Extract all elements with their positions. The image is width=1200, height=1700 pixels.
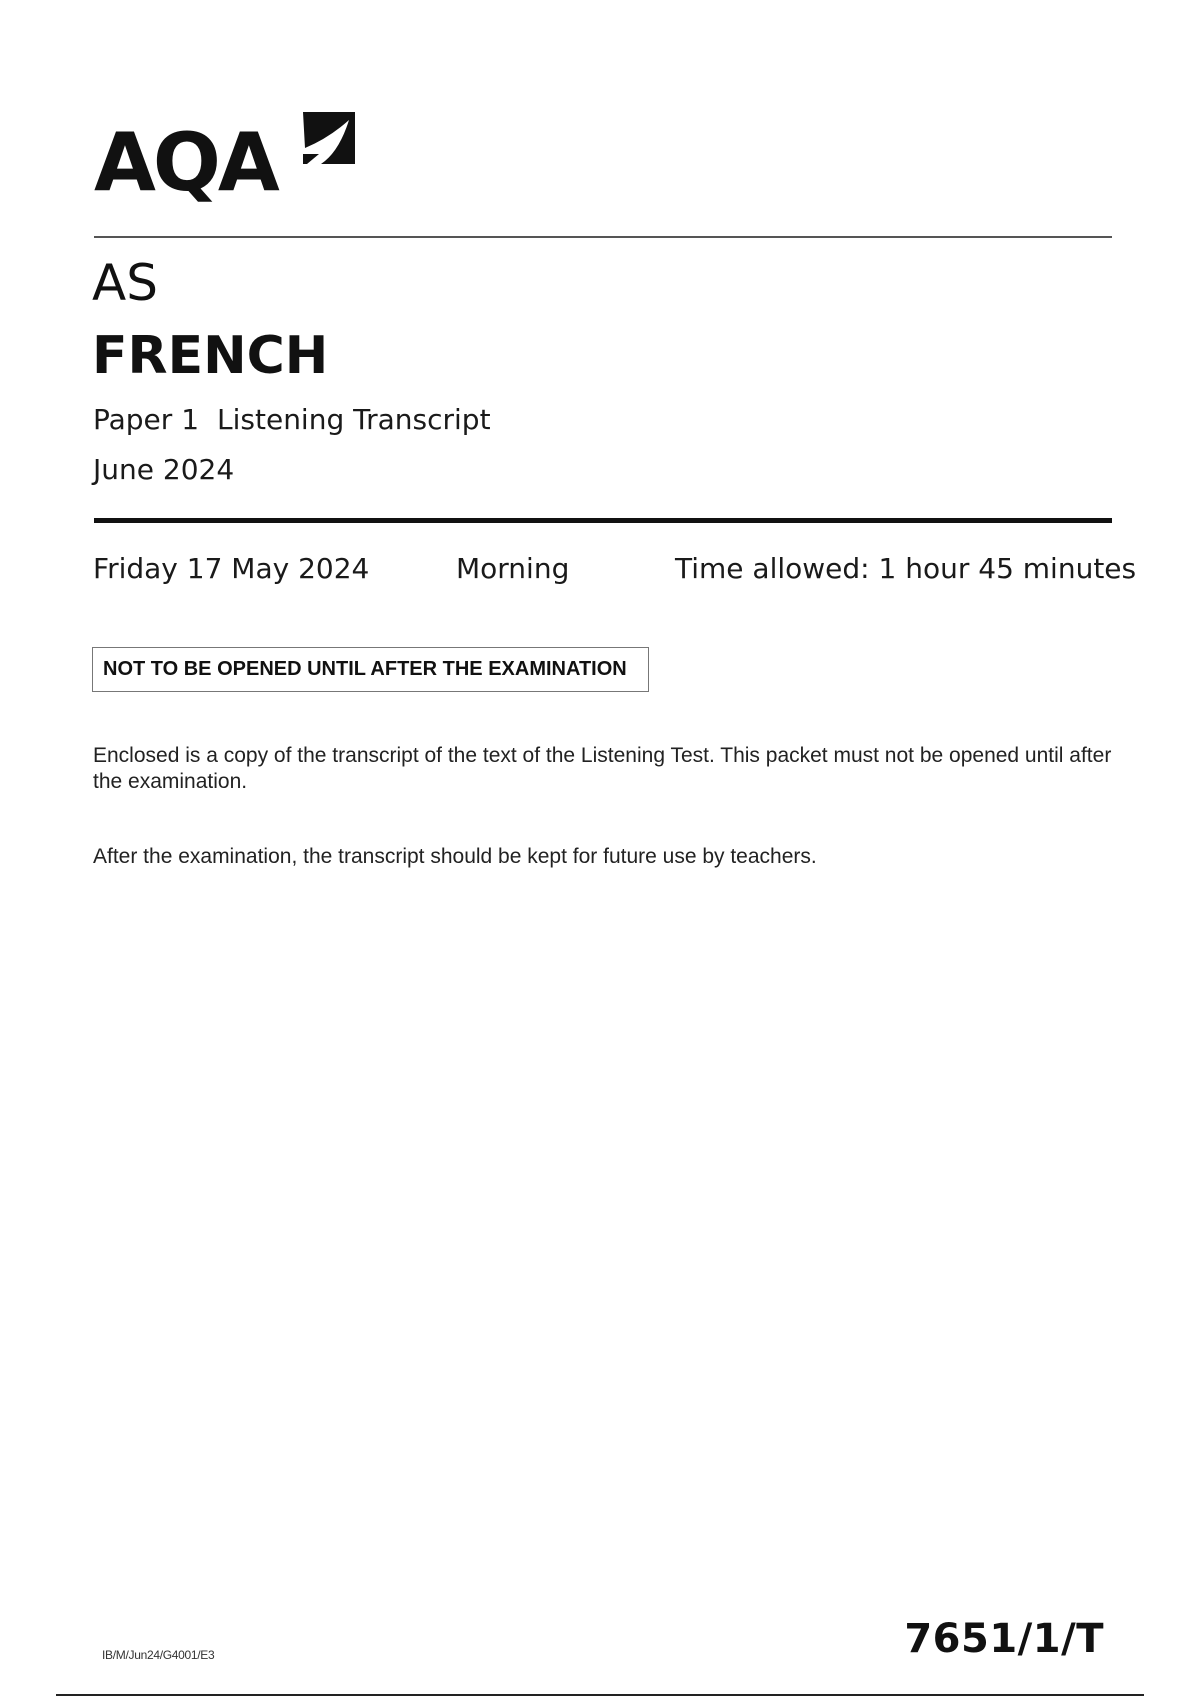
- paper-code: 7651/1/T: [904, 1616, 1104, 1662]
- thick-divider: [94, 518, 1112, 523]
- exam-date: Friday 17 May 2024: [93, 552, 370, 585]
- paper-title: Listening Transcript: [217, 403, 491, 436]
- document-reference: IB/M/Jun24/G4001/E3: [102, 1648, 215, 1662]
- instruction-paragraph: Enclosed is a copy of the transcript of the text of the Listening Test. This packet must not be opened until after the examination.: [93, 744, 1112, 793]
- top-divider: [94, 236, 1112, 238]
- aqa-logo: [94, 108, 277, 209]
- logo-leaf-icon: [299, 108, 359, 168]
- logo-wordmark: AQA: [94, 116, 277, 209]
- exam-time-of-day: Morning: [456, 552, 570, 585]
- exam-session: June 2024: [93, 453, 235, 486]
- paper-number: Paper 1: [93, 403, 200, 436]
- paper-line: [93, 403, 491, 436]
- qualification-level: AS: [92, 254, 158, 312]
- instruction-paragraph: After the examination, the transcript should be kept for future use by teachers.: [93, 845, 817, 868]
- bottom-divider: [56, 1694, 1144, 1696]
- notice-text: NOT TO BE OPENED UNTIL AFTER THE EXAMINATION: [103, 658, 627, 680]
- subject-title: FRENCH: [92, 326, 329, 386]
- notice-box: [92, 647, 649, 692]
- time-allowed: Time allowed: 1 hour 45 minutes: [675, 552, 1137, 585]
